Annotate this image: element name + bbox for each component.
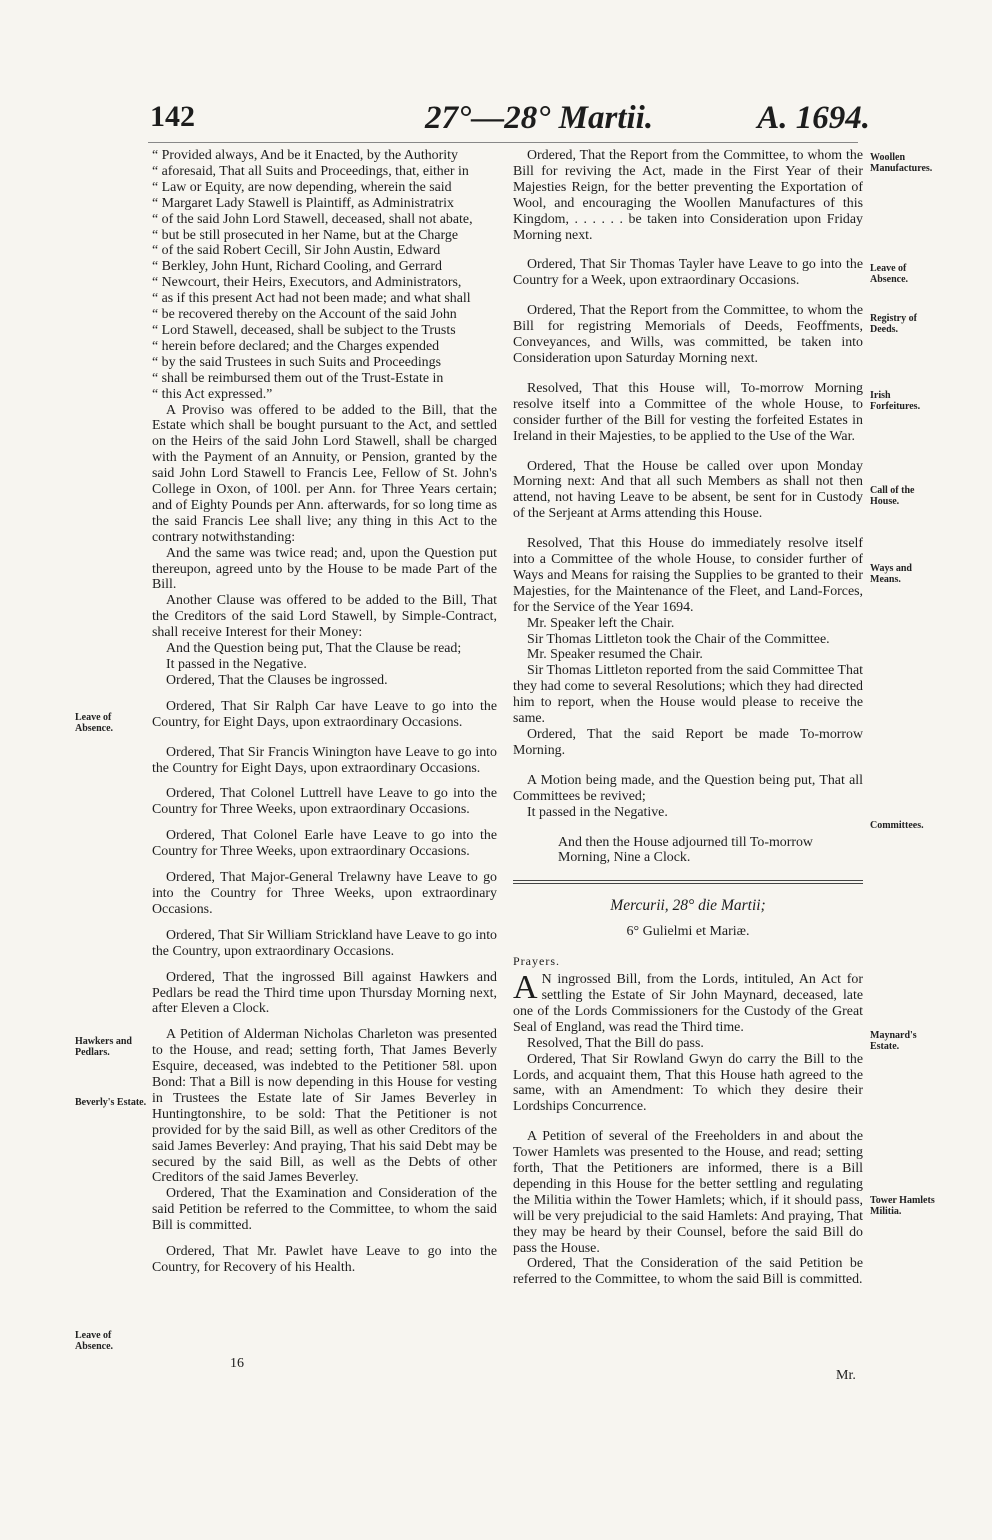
section-divider	[513, 880, 863, 884]
margin-note-registry: Registry of Deeds.	[870, 313, 917, 335]
paragraph-hawkers-bill: Ordered, That the ingrossed Bill against Hawkers and Pedlars be read the Third time upon Thursday Morning next, after Eleven a Clock.	[152, 969, 497, 1017]
paragraph-tower-petition: A Petition of several of the Freeholders in and about the Tower Hamlets was presented to the House, and read; setting forth, That the Petitioners are informed, there is a Bill depending in this House for the better settling and regulating the Militia within the Tower Hamlets; which, if it should pass, will be very prejudicial to the said Hamlets: And praying, That they may be heard by their Counsel, before the said Bill do pass the House.	[513, 1129, 863, 1256]
drop-cap: A	[513, 969, 538, 1007]
paragraph-twice-read: And the same was twice read; and, upon the Question put thereupon, agreed unto by the House to be made Part of the Bill.	[152, 545, 497, 593]
paragraph-another-clause: Another Clause was offered to be added to the Bill, That the Creditors of the said Lord Stawell, by Simple-Contract, shall receive Interest for their Money:	[152, 593, 497, 641]
proviso-line: “ but be still prosecuted in her Name, but at the Charge	[152, 227, 459, 243]
left-column	[152, 148, 497, 1276]
proviso-line: “ as if this present Act had not been made; and what shall	[152, 291, 471, 307]
paragraph-examination-order: Ordered, That the Examination and Consideration of the said Petition be referred to the Committee, to whom the said Bill is committed.	[152, 1186, 497, 1234]
proviso-line: “ Margaret Lady Stawell is Plaintiff, as Administratrix	[152, 195, 454, 211]
paragraph-negative: It passed in the Negative.	[527, 804, 668, 820]
paragraph-adjourned: And then the House adjourned till To-morrow Morning, Nine a Clock.	[558, 834, 813, 866]
paragraph-leave-car: Ordered, That Sir Ralph Car have Leave to go into the Country, for Eight Days, upon extraordinary Occasions.	[152, 698, 497, 730]
paragraph-bill-pass: Resolved, That the Bill do pass.	[527, 1035, 704, 1051]
margin-note-leave-of-absence-right: Leave of Absence.	[870, 263, 909, 285]
paragraph-irish-forfeitures: Resolved, That this House will, To-morrow Morning resolve itself into a Committee of the whole House, to consider further of the Bill for vesting the forfeited Estates in Ireland in their Majesties, to be applied to the Use of the War.	[513, 380, 863, 444]
paragraph-negative: It passed in the Negative.	[166, 657, 307, 672]
proviso-line: “ Newcourt, their Heirs, Executors, and Administrators,	[152, 275, 462, 291]
margin-note-leave-of-absence-2: Leave of Absence.	[75, 1330, 114, 1352]
proviso-line: “ herein before declared; and the Charges expended	[152, 338, 440, 354]
proviso-line: “ Berkley, John Hunt, Richard Cooling, and Gerrard	[152, 259, 442, 275]
paragraph-leave-winington: Ordered, That Sir Francis Winington have Leave to go into the Country for Eight Days, upon extraordinary Occasions.	[152, 744, 497, 776]
page-date-heading: 27°—28° Martii.	[425, 100, 654, 136]
margin-note-tower-hamlets: Tower Hamlets Militia.	[870, 1195, 935, 1217]
margin-note-call-of-house: Call of the House.	[870, 485, 915, 507]
margin-note-hawkers: Hawkers and Pedlars.	[75, 1036, 132, 1058]
page-year: A. 1694.	[757, 100, 870, 136]
paragraph-clauses-ingrossed: Ordered, That the Clauses be ingrossed.	[166, 672, 388, 688]
margin-note-maynard: Maynard's Estate.	[870, 1030, 917, 1052]
paragraph-maynard-bill	[513, 969, 863, 1036]
proviso-line: “ of the said John Lord Stawell, deceased, shall not abate,	[152, 211, 473, 227]
paragraph-charleton-petition: A Petition of Alderman Nicholas Charleton was presented to the House, and read; setting forth, That James Beverly Esquire, deceased, was indebted to the Petitioner 58l. upon Bond: That a Bill is now depending in this House for vesting in Trustees the Estate late of Sir James Beverley in Huntingtonshire, to be sold: That the Petitioner is not provided for by the said Bill, as well as other Creditors of the said James Beverley: And praying, That his said Debt may be secured by the said Bill, as well as the Debts of other Creditors of the said James Beverley.	[152, 1027, 497, 1186]
margin-note-committees: Committees.	[870, 820, 924, 831]
margin-note-leave-of-absence: Leave of Absence.	[75, 712, 114, 734]
paragraph-call-of-house: Ordered, That the House be called over upon Monday Morning next: And that all such Members as shall not then attend, not having Leave to be absent, be sent for in Custody of the Serjeant at Arms attending this House.	[513, 458, 863, 522]
margin-note-irish: Irish Forfeitures.	[870, 390, 921, 412]
margin-note-woollen: Woollen Manufactures.	[870, 152, 933, 174]
proviso-line: “ aforesaid, That all Suits and Proceedings, that, either in	[152, 163, 469, 179]
paragraph-proviso-offered: A Proviso was offered to be added to the Bill, that the Estate which shall be bought pursuant to the Act, and settled on the Heirs of the said John Lord Stawell, shall be charged with the Payment of an Annuity, or Pension, granted by the said John Lord Stawell to Francis Lee, Fellow of St. John's College in Oxon, of 100l. per Ann. for Three Years certain; and of Eighty Pounds per Ann. afterwards, for so long time as the said Francis Lee shall live; any thing in this Act to the contrary notwithstanding:	[152, 402, 497, 545]
paragraph-speaker-left: Mr. Speaker left the Chair.	[527, 615, 675, 631]
page-number: 142	[150, 100, 195, 133]
catchword: Mr.	[836, 1368, 856, 1383]
paragraph-gwyn-order: Ordered, That Sir Rowland Gwyn do carry the Bill to the Lords, and acquaint them, That this House hath agreed to the same, with an Amendment: To which they desire their Lordships Concurrence.	[513, 1051, 863, 1115]
paragraph-littleton-took-chair: Sir Thomas Littleton took the Chair of the Committee.	[527, 631, 830, 647]
proviso-line: “ Lord Stawell, deceased, shall be subject to the Trusts	[152, 322, 456, 338]
proviso-line: “ be recovered thereby on the Account of the said John	[152, 307, 457, 323]
right-column	[513, 148, 863, 1288]
proviso-line: “ this Act expressed.”	[152, 386, 273, 402]
proviso-line: “ by the said Trustees in such Suits and Proceedings	[152, 354, 441, 370]
paragraph-leave-earle: Ordered, That Colonel Earle have Leave to go into the Country for Three Weeks, upon extraordinary Occasions.	[152, 828, 497, 860]
margin-note-ways-means: Ways and Means.	[870, 563, 912, 585]
paragraph-littleton-reported: Sir Thomas Littleton reported from the said Committee That they had come to several Resolutions; which they had directed him to report, when the House would please to receive the same.	[513, 663, 863, 727]
paragraph-leave-pawlet: Ordered, That Mr. Pawlet have Leave to go into the Country, for Recovery of his Health.	[152, 1244, 497, 1275]
paragraph-committees-motion: A Motion being made, and the Question being put, That all Committees be revived;	[513, 772, 863, 804]
header-rule	[148, 142, 858, 143]
signature-mark: 16	[230, 1356, 244, 1371]
paragraph-leave-trelawny: Ordered, That Major-General Trelawny have Leave to go into the Country for Three Weeks, upon extraordinary Occasions.	[152, 870, 497, 917]
paragraph-leave-luttrell: Ordered, That Colonel Luttrell have Leave to go into the Country for Three Weeks, upon extraordinary Occasions.	[152, 786, 497, 818]
proviso-line: “ shall be reimbursed them out of the Trust-Estate in	[152, 370, 444, 386]
paragraph-ways-and-means: Resolved, That this House do immediately resolve itself into a Committee of the whole House, to consider further of Ways and Means for raising the Supplies to be granted to their Majesties, for the Maintenance of the Fleet, and Land-Forces, for the Service of the Year 1694.	[513, 536, 863, 615]
paragraph-report-tomorrow: Ordered, That the said Report be made To-morrow Morning.	[513, 727, 863, 758]
paragraph-leave-strickland: Ordered, That Sir William Strickland have Leave to go into the Country, upon extraordinary Occasions.	[152, 927, 497, 959]
proviso-line: “ Law or Equity, are now depending, wherein the said	[152, 179, 452, 195]
margin-note-beverly-estate: Beverly's Estate.	[75, 1097, 147, 1108]
reign-heading: 6° Gulielmi et Mariæ.	[626, 924, 750, 940]
day-heading: Mercurii, 28° die Martii;	[610, 897, 766, 915]
page-header	[150, 100, 870, 148]
paragraph-tower-order: Ordered, That the Consideration of the said Petition be referred to the Committee, to whom the said Bill is committed.	[513, 1256, 863, 1288]
proviso-line: “ Provided always, And be it Enacted, by the Authority	[152, 148, 458, 163]
paragraph-question-clause: And the Question being put, That the Clause be read;	[166, 641, 462, 657]
proviso-line: “ of the said Robert Cecill, Sir John Austin, Edward	[152, 243, 441, 259]
paragraph-speaker-resumed: Mr. Speaker resumed the Chair.	[527, 647, 703, 663]
paragraph-registry-report: Ordered, That the Report from the Committee, to whom the Bill for registring Memorials of Deeds, Feoffments, Conveyances, and Wills, was committed, be taken into Consideration upon Saturday Morning next.	[513, 303, 863, 366]
maynard-bill-text: N ingrossed Bill, from the Lords, intituled, An Act for settling the Estate of Sir John Maynard, deceased, late one of the Lords Commissioners for the Custody of the Great Seal of England, was read the Third time.	[513, 972, 863, 1035]
proviso-quote	[152, 148, 497, 403]
paragraph-leave-tayler: Ordered, That Sir Thomas Tayler have Leave to go into the Country for a Week, upon extraordinary Occasions.	[513, 257, 863, 289]
paragraph-woollen-report: Ordered, That the Report from the Committee, to whom the Bill for reviving the Act, made in the First Year of their Majesties Reign, for the better preventing the Exportation of Wool, and encouraging the Woollen Manufactures of this Kingdom, . . . . . . be taken into Consideration upon Friday Morning next.	[513, 148, 863, 243]
prayers-heading: Prayers.	[513, 954, 560, 969]
